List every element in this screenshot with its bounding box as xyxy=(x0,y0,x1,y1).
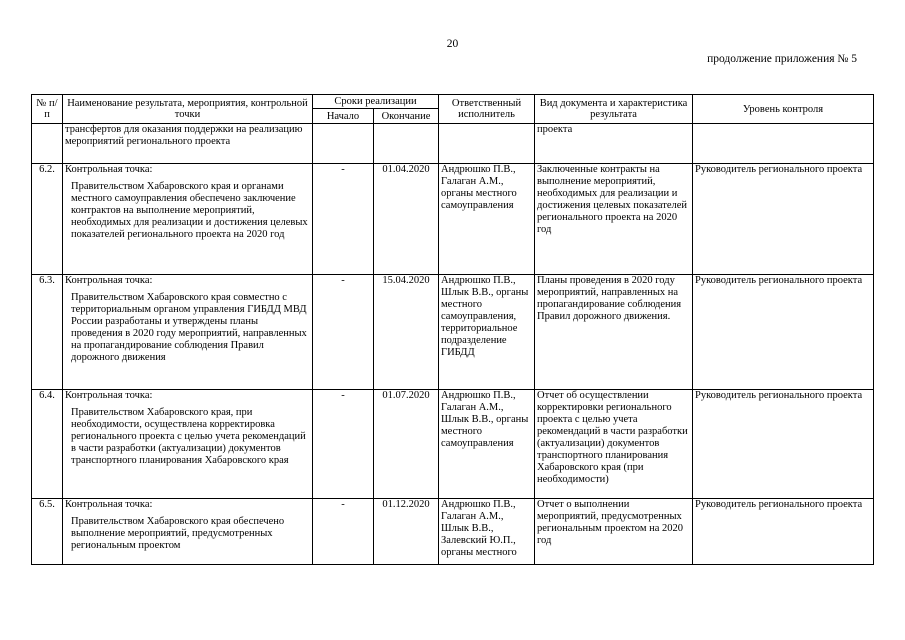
measures-table xyxy=(31,94,874,565)
cell-start: - xyxy=(313,164,374,275)
cell-doc: проекта xyxy=(535,124,693,164)
cell-end: 01.04.2020 xyxy=(374,164,439,275)
cell-end xyxy=(374,124,439,164)
control-point-text: Правительством Хабаровского края и органами местного самоуправления обеспечено заключение контрактов на выполнение мероприятий, необходимых для реализации и достижения целевых показателей регионального проекта на 2020 год xyxy=(71,181,308,240)
cell-responsible: Андрюшко П.В., Шлык В.В., органы местного самоуправления, территориальное подразделение ГИБДД xyxy=(439,275,535,390)
cell-num: 6.5. xyxy=(32,499,63,565)
cell-doc: Отчет о выполнении мероприятий, предусмотренных региональным проектом на 2020 год xyxy=(535,499,693,565)
cell-start: - xyxy=(313,499,374,565)
header-name: Наименование результата, мероприятия, контрольной точки xyxy=(63,95,313,124)
table-row xyxy=(32,499,874,565)
cell-control xyxy=(693,124,874,164)
cell-num xyxy=(32,124,63,164)
header-dates: Сроки реализации xyxy=(313,95,439,109)
cell-control: Руководитель регионального проекта xyxy=(693,390,874,499)
cell-name: трансфертов для оказания поддержки на реализацию мероприятий регионального проекта xyxy=(63,124,313,164)
cell-name xyxy=(63,164,313,275)
cell-num: 6.4. xyxy=(32,390,63,499)
table-header xyxy=(32,95,874,124)
cell-end: 15.04.2020 xyxy=(374,275,439,390)
cell-name xyxy=(63,275,313,390)
control-point-text: Правительством Хабаровского края обеспечено выполнение мероприятий, предусмотренных региональным проектом xyxy=(71,516,285,551)
cell-doc: Планы проведения в 2020 году мероприятий, направленных на пропагандирование соблюдения Правил дорожного движения. xyxy=(535,275,693,390)
cell-end: 01.12.2020 xyxy=(374,499,439,565)
cell-start xyxy=(313,124,374,164)
cell-name xyxy=(63,499,313,565)
table-row xyxy=(32,164,874,275)
header-control: Уровень контроля xyxy=(693,95,874,124)
cell-control: Руководитель регионального проекта xyxy=(693,275,874,390)
header-num: № п/п xyxy=(32,95,63,124)
cell-control: Руководитель регионального проекта xyxy=(693,164,874,275)
cell-doc: Отчет об осуществлении корректировки регионального проекта с целью учета рекомендаций в части разработки (актуализации) документов транспортного планирования Хабаровского края (при необходимости) xyxy=(535,390,693,499)
control-point-label: Контрольная точка: xyxy=(65,390,153,401)
cell-responsible: Андрюшко П.В., Галаган А.М., Шлык В.В., Залевский Ю.П., органы местного xyxy=(439,499,535,565)
cell-num: 6.2. xyxy=(32,164,63,275)
table-row xyxy=(32,275,874,390)
page-number: 20 xyxy=(446,38,459,50)
cell-start: - xyxy=(313,390,374,499)
header-end: Окончание xyxy=(374,109,439,124)
cell-end: 01.07.2020 xyxy=(374,390,439,499)
appendix-note: продолжение приложения № 5 xyxy=(707,53,857,65)
control-point-label: Контрольная точка: xyxy=(65,499,153,510)
header-start: Начало xyxy=(313,109,374,124)
control-point-label: Контрольная точка: xyxy=(65,275,153,286)
control-point-text: Правительством Хабаровского края совместно с территориальным органом управления ГИБДД МВД России разработаны и утверждены планы проведения в 2020 году мероприятий, направленных на пропагандирование соблюдения Правил дорожного движения xyxy=(71,292,307,363)
cell-start: - xyxy=(313,275,374,390)
table-row-continuation xyxy=(32,124,874,164)
cell-control: Руководитель регионального проекта xyxy=(693,499,874,565)
control-point-label: Контрольная точка: xyxy=(65,164,153,175)
cell-responsible xyxy=(439,124,535,164)
header-responsible: Ответственный исполнитель xyxy=(439,95,535,124)
table-row xyxy=(32,390,874,499)
cell-doc: Заключенные контракты на выполнение мероприятий, необходимых для реализации и достижения целевых показателей регионального проекта на 2020 год xyxy=(535,164,693,275)
header-doc: Вид документа и характеристика результата xyxy=(535,95,693,124)
control-point-text: Правительством Хабаровского края, при необходимости, осуществлена корректировка регионального проекта с целью учета рекомендаций в части разработки (актуализации) документов транспортного планирования Хабаровского края xyxy=(71,407,306,466)
cell-responsible: Андрюшко П.В., Галаган А.М., органы местного самоуправления xyxy=(439,164,535,275)
cell-name xyxy=(63,390,313,499)
cell-num: 6.3. xyxy=(32,275,63,390)
cell-responsible: Андрюшко П.В., Галаган А.М., Шлык В.В., органы местного самоуправления xyxy=(439,390,535,499)
